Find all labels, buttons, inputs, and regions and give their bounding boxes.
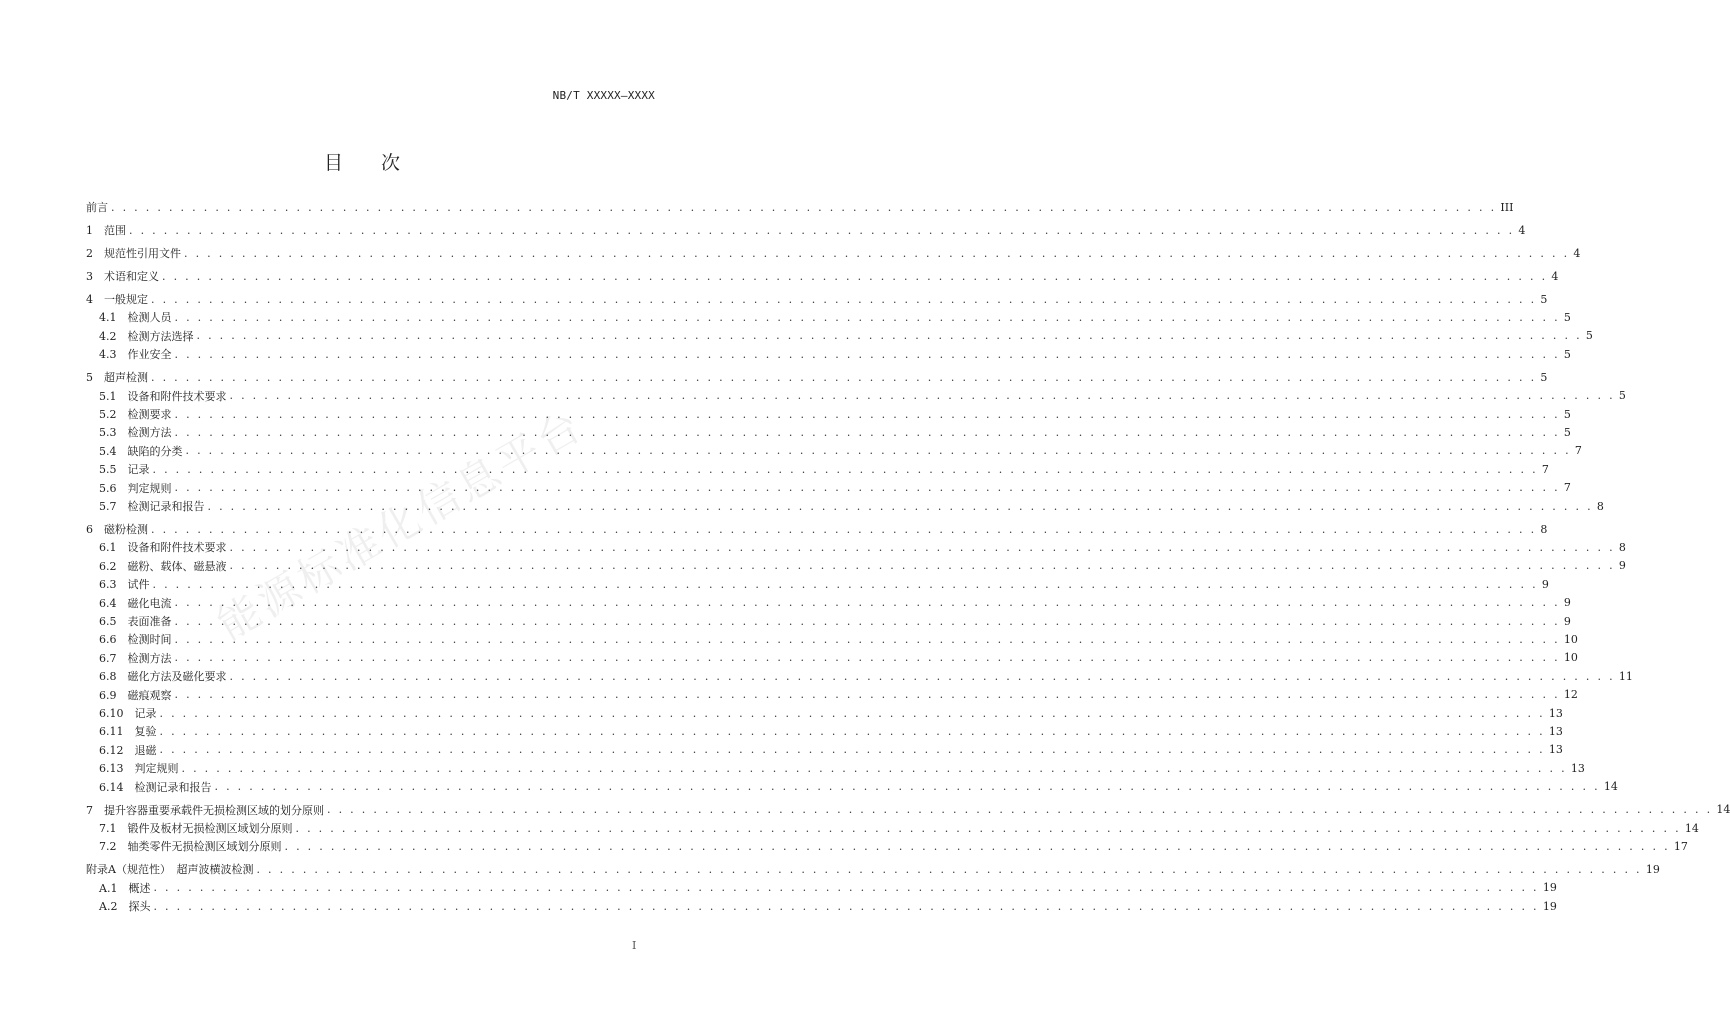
toc-entry-label: 2 规范性引用文件 <box>86 247 181 260</box>
toc-dot-leader: . . . . . . . . . . . . . . . . . . . . . . . . . . . . . . . . . . . . . . . . . . . . . . . . . . . . . . . . . . . . . . . . . . . . . . . . . . . . . . . . . . . . . . . . . . . . . . . . . . . . . . . . . . . . . . . . . . . . . . . . <box>184 246 1570 260</box>
toc-entry[interactable] <box>99 704 1563 722</box>
toc-dot-leader: . . . . . . . . . . . . . . . . . . . . . . . . . . . . . . . . . . . . . . . . . . . . . . . . . . . . . . . . . . . . . . . . . . . . . . . . . . . . . . . . . . . . . . . . . . . . . . . . . . . . . . . . . . . . . . . . . . . . . . . . <box>151 522 1537 536</box>
toc-dot-leader: . . . . . . . . . . . . . . . . . . . . . . . . . . . . . . . . . . . . . . . . . . . . . . . . . . . . . . . . . . . . . . . . . . . . . . . . . . . . . . . . . . . . . . . . . . . . . . . . . . . . . . . . . . . . . . . . . . . . . . . . <box>159 706 1545 720</box>
toc-entry-label: 5.6 判定规则 <box>99 481 172 495</box>
toc-entry-label: 6.13 判定规则 <box>99 762 179 776</box>
toc-dot-leader: . . . . . . . . . . . . . . . . . . . . . . . . . . . . . . . . . . . . . . . . . . . . . . . . . . . . . . . . . . . . . . . . . . . . . . . . . . . . . . . . . . . . . . . . . . . . . . . . . . . . . . . . . . . . . . . . . . . . . . . . <box>174 310 1560 324</box>
page-title <box>0 148 724 175</box>
toc-entry-page: 5 <box>1540 370 1548 384</box>
watermark: 能源标准化信息平台 <box>209 399 593 650</box>
toc-entry[interactable] <box>99 819 1699 837</box>
toc-dot-leader: . . . . . . . . . . . . . . . . . . . . . . . . . . . . . . . . . . . . . . . . . . . . . . . . . . . . . . . . . . . . . . . . . . . . . . . . . . . . . . . . . . . . . . . . . . . . . . . . . . . . . . . . . . . . . . . . . . . . . . . . <box>181 761 1567 775</box>
toc-entry-page: 14 <box>1684 821 1699 835</box>
toc-entry-label: 5.3 检测方法 <box>99 426 172 440</box>
toc-entry-label: 7 提升容器重要承载件无损检测区域的划分原则 <box>86 803 324 817</box>
toc-entry[interactable] <box>99 308 1571 326</box>
toc-entry[interactable] <box>99 897 1557 915</box>
toc-entry-page: 7 <box>1541 462 1549 476</box>
toc-entry[interactable] <box>86 368 1548 386</box>
toc-dot-leader: . . . . . . . . . . . . . . . . . . . . . . . . . . . . . . . . . . . . . . . . . . . . . . . . . . . . . . . . . . . . . . . . . . . . . . . . . . . . . . . . . . . . . . . . . . . . . . . . . . . . . . . . . . . . . . . . . . . . . . . . <box>229 540 1615 554</box>
toc-entry-page: 13 <box>1548 706 1563 720</box>
toc-dot-leader: . . . . . . . . . . . . . . . . . . . . . . . . . . . . . . . . . . . . . . . . . . . . . . . . . . . . . . . . . . . . . . . . . . . . . . . . . . . . . . . . . . . . . . . . . . . . . . . . . . . . . . . . . . . . . . . . . . . . . . . . <box>174 425 1560 439</box>
toc-entry[interactable] <box>99 497 1604 515</box>
toc-dot-leader: . . . . . . . . . . . . . . . . . . . . . . . . . . . . . . . . . . . . . . . . . . . . . . . . . . . . . . . . . . . . . . . . . . . . . . . . . . . . . . . . . . . . . . . . . . . . . . . . . . . . . . . . . . . . . . . . . . . . . . . . <box>284 839 1670 853</box>
toc-entry[interactable] <box>99 649 1578 667</box>
toc-entry-label: 6.14 检测记录和报告 <box>99 780 212 794</box>
toc-dot-leader: . . . . . . . . . . . . . . . . . . . . . . . . . . . . . . . . . . . . . . . . . . . . . . . . . . . . . . . . . . . . . . . . . . . . . . . . . . . . . . . . . . . . . . . . . . . . . . . . . . . . . . . . . . . . . . . . . . . . . . . . <box>153 881 1539 895</box>
title-char-1: 目 <box>323 152 343 174</box>
toc-entry-label: 6.10 记录 <box>99 707 157 720</box>
toc-entry-page: 5 <box>1563 407 1571 421</box>
document-code: NB/T XXXXX—XXXX <box>552 89 655 102</box>
toc-entry-page: III <box>1500 200 1514 214</box>
toc-entry[interactable] <box>99 594 1571 612</box>
toc-dot-leader: . . . . . . . . . . . . . . . . . . . . . . . . . . . . . . . . . . . . . . . . . . . . . . . . . . . . . . . . . . . . . . . . . . . . . . . . . . . . . . . . . . . . . . . . . . . . . . . . . . . . . . . . . . . . . . . . . . . . . . . . <box>129 223 1515 237</box>
toc-dot-leader: . . . . . . . . . . . . . . . . . . . . . . . . . . . . . . . . . . . . . . . . . . . . . . . . . . . . . . . . . . . . . . . . . . . . . . . . . . . . . . . . . . . . . . . . . . . . . . . . . . . . . . . . . . . . . . . . . . . . . . . . <box>327 803 1713 817</box>
toc-dot-leader: . . . . . . . . . . . . . . . . . . . . . . . . . . . . . . . . . . . . . . . . . . . . . . . . . . . . . . . . . . . . . . . . . . . . . . . . . . . . . . . . . . . . . . . . . . . . . . . . . . . . . . . . . . . . . . . . . . . . . . . . <box>174 688 1560 702</box>
toc-entry-page: 7 <box>1563 481 1571 495</box>
toc-entry[interactable] <box>86 290 1548 308</box>
toc-entry[interactable] <box>99 879 1557 897</box>
toc-entry[interactable] <box>99 630 1578 648</box>
toc-entry[interactable] <box>99 442 1582 460</box>
toc-entry-label: 1 范围 <box>86 224 126 237</box>
toc-entry-page: 12 <box>1563 688 1578 702</box>
toc-entry-page: 8 <box>1540 522 1548 536</box>
toc-entry[interactable] <box>86 221 1526 239</box>
toc-entry-page: 10 <box>1563 651 1578 665</box>
toc-entry-page: 13 <box>1548 724 1563 738</box>
toc-entry-label: 6.4 磁化电流 <box>99 596 172 610</box>
toc-entry-page: 8 <box>1618 540 1626 554</box>
toc-entry-page: 8 <box>1596 499 1604 513</box>
toc-dot-leader: . . . . . . . . . . . . . . . . . . . . . . . . . . . . . . . . . . . . . . . . . . . . . . . . . . . . . . . . . . . . . . . . . . . . . . . . . . . . . . . . . . . . . . . . . . . . . . . . . . . . . . . . . . . . . . . . . . . . . . . . <box>152 462 1538 476</box>
toc-entry[interactable] <box>99 667 1633 685</box>
toc-dot-leader: . . . . . . . . . . . . . . . . . . . . . . . . . . . . . . . . . . . . . . . . . . . . . . . . . . . . . . . . . . . . . . . . . . . . . . . . . . . . . . . . . . . . . . . . . . . . . . . . . . . . . . . . . . . . . . . . . . . . . . . . <box>295 821 1681 835</box>
toc-dot-leader: . . . . . . . . . . . . . . . . . . . . . . . . . . . . . . . . . . . . . . . . . . . . . . . . . . . . . . . . . . . . . . . . . . . . . . . . . . . . . . . . . . . . . . . . . . . . . . . . . . . . . . . . . . . . . . . . . . . . . . . . <box>207 499 1593 513</box>
toc-dot-leader: . . . . . . . . . . . . . . . . . . . . . . . . . . . . . . . . . . . . . . . . . . . . . . . . . . . . . . . . . . . . . . . . . . . . . . . . . . . . . . . . . . . . . . . . . . . . . . . . . . . . . . . . . . . . . . . . . . . . . . . . <box>111 200 1497 214</box>
title-char-2: 次 <box>381 152 401 174</box>
toc-entry-label: 前言 <box>86 201 108 214</box>
toc-entry-label: 5.5 记录 <box>99 463 150 477</box>
toc-entry[interactable] <box>86 198 1514 216</box>
toc-entry-label: 6.7 检测方法 <box>99 651 172 665</box>
page-number: I <box>632 939 637 952</box>
toc-entry-label: 5.1 设备和附件技术要求 <box>99 389 227 403</box>
toc-entry-page: 9 <box>1541 577 1549 591</box>
toc-dot-leader: . . . . . . . . . . . . . . . . . . . . . . . . . . . . . . . . . . . . . . . . . . . . . . . . . . . . . . . . . . . . . . . . . . . . . . . . . . . . . . . . . . . . . . . . . . . . . . . . . . . . . . . . . . . . . . . . . . . . . . . . <box>196 329 1582 343</box>
toc-entry-page: 9 <box>1563 596 1571 610</box>
toc-entry-label: A.2 探头 <box>99 900 151 914</box>
toc-entry[interactable] <box>99 557 1626 575</box>
toc-entry-label: 4.2 检测方法选择 <box>99 329 194 343</box>
toc-entry-page: 5 <box>1563 347 1571 361</box>
toc-dot-leader: . . . . . . . . . . . . . . . . . . . . . . . . . . . . . . . . . . . . . . . . . . . . . . . . . . . . . . . . . . . . . . . . . . . . . . . . . . . . . . . . . . . . . . . . . . . . . . . . . . . . . . . . . . . . . . . . . . . . . . . . <box>174 596 1560 610</box>
toc-dot-leader: . . . . . . . . . . . . . . . . . . . . . . . . . . . . . . . . . . . . . . . . . . . . . . . . . . . . . . . . . . . . . . . . . . . . . . . . . . . . . . . . . . . . . . . . . . . . . . . . . . . . . . . . . . . . . . . . . . . . . . . . <box>174 481 1560 495</box>
toc-entry-label: 6.9 磁痕观察 <box>99 688 172 702</box>
toc-entry-page: 19 <box>1542 881 1557 895</box>
toc-entry-page: 9 <box>1618 559 1626 573</box>
toc-entry-label: 6.8 磁化方法及磁化要求 <box>99 670 227 684</box>
toc-entry[interactable] <box>99 759 1585 777</box>
toc-dot-leader: . . . . . . . . . . . . . . . . . . . . . . . . . . . . . . . . . . . . . . . . . . . . . . . . . . . . . . . . . . . . . . . . . . . . . . . . . . . . . . . . . . . . . . . . . . . . . . . . . . . . . . . . . . . . . . . . . . . . . . . . <box>229 389 1615 403</box>
toc-entry-label: 4 一般规定 <box>86 293 148 306</box>
toc-entry[interactable] <box>99 538 1626 556</box>
toc-entry-label: 附录A（规范性） 超声波横波检测 <box>86 863 254 877</box>
toc-entry-page: 5 <box>1563 425 1571 439</box>
toc-entry-page: 4 <box>1518 223 1526 237</box>
toc-dot-leader: . . . . . . . . . . . . . . . . . . . . . . . . . . . . . . . . . . . . . . . . . . . . . . . . . . . . . . . . . . . . . . . . . . . . . . . . . . . . . . . . . . . . . . . . . . . . . . . . . . . . . . . . . . . . . . . . . . . . . . . . <box>174 632 1560 646</box>
toc-entry[interactable] <box>99 479 1571 497</box>
toc-dot-leader: . . . . . . . . . . . . . . . . . . . . . . . . . . . . . . . . . . . . . . . . . . . . . . . . . . . . . . . . . . . . . . . . . . . . . . . . . . . . . . . . . . . . . . . . . . . . . . . . . . . . . . . . . . . . . . . . . . . . . . . . <box>159 743 1545 757</box>
toc-entry[interactable] <box>99 387 1626 405</box>
toc-entry-page: 9 <box>1563 614 1571 628</box>
toc-entry-label: 5.7 检测记录和报告 <box>99 500 205 513</box>
toc-entry-label: 7.1 锻件及板材无损检测区域划分原则 <box>99 822 293 835</box>
toc-entry-page: 19 <box>1542 899 1557 913</box>
toc-dot-leader: . . . . . . . . . . . . . . . . . . . . . . . . . . . . . . . . . . . . . . . . . . . . . . . . . . . . . . . . . . . . . . . . . . . . . . . . . . . . . . . . . . . . . . . . . . . . . . . . . . . . . . . . . . . . . . . . . . . . . . . . <box>153 899 1539 913</box>
toc-entry-label: 6.6 检测时间 <box>99 633 172 647</box>
toc-entry[interactable] <box>99 345 1571 363</box>
toc-entry-page: 4 <box>1551 269 1559 283</box>
toc-entry-label: 5.2 检测要求 <box>99 408 172 421</box>
toc-entry[interactable] <box>86 244 1581 262</box>
toc-dot-leader: . . . . . . . . . . . . . . . . . . . . . . . . . . . . . . . . . . . . . . . . . . . . . . . . . . . . . . . . . . . . . . . . . . . . . . . . . . . . . . . . . . . . . . . . . . . . . . . . . . . . . . . . . . . . . . . . . . . . . . . . <box>159 724 1545 738</box>
toc-dot-leader: . . . . . . . . . . . . . . . . . . . . . . . . . . . . . . . . . . . . . . . . . . . . . . . . . . . . . . . . . . . . . . . . . . . . . . . . . . . . . . . . . . . . . . . . . . . . . . . . . . . . . . . . . . . . . . . . . . . . . . . . <box>174 614 1560 628</box>
toc-dot-leader: . . . . . . . . . . . . . . . . . . . . . . . . . . . . . . . . . . . . . . . . . . . . . . . . . . . . . . . . . . . . . . . . . . . . . . . . . . . . . . . . . . . . . . . . . . . . . . . . . . . . . . . . . . . . . . . . . . . . . . . . <box>256 862 1642 876</box>
toc-dot-leader: . . . . . . . . . . . . . . . . . . . . . . . . . . . . . . . . . . . . . . . . . . . . . . . . . . . . . . . . . . . . . . . . . . . . . . . . . . . . . . . . . . . . . . . . . . . . . . . . . . . . . . . . . . . . . . . . . . . . . . . . <box>185 444 1571 458</box>
toc-entry-label: 3 术语和定义 <box>86 270 159 283</box>
toc-entry[interactable] <box>86 267 1559 285</box>
toc-dot-leader: . . . . . . . . . . . . . . . . . . . . . . . . . . . . . . . . . . . . . . . . . . . . . . . . . . . . . . . . . . . . . . . . . . . . . . . . . . . . . . . . . . . . . . . . . . . . . . . . . . . . . . . . . . . . . . . . . . . . . . . . <box>162 269 1548 283</box>
toc-entry-label: 7.2 轴类零件无损检测区域划分原则 <box>99 840 282 854</box>
toc-entry-page: 4 <box>1573 246 1581 260</box>
toc-entry-page: 7 <box>1574 444 1582 458</box>
toc-entry[interactable] <box>99 460 1549 478</box>
toc-entry[interactable] <box>99 837 1688 855</box>
toc-entry[interactable] <box>99 741 1563 759</box>
toc-entry-label: 5.4 缺陷的分类 <box>99 444 183 458</box>
toc-entry-label: 6.11 复验 <box>99 725 157 739</box>
toc-entry[interactable] <box>99 722 1563 740</box>
toc-entry-page: 5 <box>1540 292 1548 306</box>
toc-dot-leader: . . . . . . . . . . . . . . . . . . . . . . . . . . . . . . . . . . . . . . . . . . . . . . . . . . . . . . . . . . . . . . . . . . . . . . . . . . . . . . . . . . . . . . . . . . . . . . . . . . . . . . . . . . . . . . . . . . . . . . . . <box>229 559 1615 573</box>
toc-entry[interactable] <box>99 327 1593 345</box>
toc-dot-leader: . . . . . . . . . . . . . . . . . . . . . . . . . . . . . . . . . . . . . . . . . . . . . . . . . . . . . . . . . . . . . . . . . . . . . . . . . . . . . . . . . . . . . . . . . . . . . . . . . . . . . . . . . . . . . . . . . . . . . . . . <box>174 407 1560 421</box>
toc-entry-label: 4.1 检测人员 <box>99 311 172 325</box>
toc-entry-label: 4.3 作业安全 <box>99 348 172 362</box>
toc-entry-page: 13 <box>1570 761 1585 775</box>
toc-entry-page: 14 <box>1603 780 1618 794</box>
toc-entry[interactable] <box>86 860 1660 878</box>
toc-entry[interactable] <box>99 612 1571 630</box>
toc-entry-page: 13 <box>1548 743 1563 757</box>
toc-entry-page: 10 <box>1563 632 1578 646</box>
toc-entry-page: 5 <box>1618 389 1626 403</box>
toc-entry-page: 17 <box>1673 839 1688 853</box>
toc-entry-label: 6.5 表面准备 <box>99 615 172 628</box>
toc-entry[interactable] <box>99 686 1578 704</box>
toc-entry-label: 6.3 试件 <box>99 578 150 592</box>
toc-entry-page: 5 <box>1563 310 1571 324</box>
toc-dot-leader: . . . . . . . . . . . . . . . . . . . . . . . . . . . . . . . . . . . . . . . . . . . . . . . . . . . . . . . . . . . . . . . . . . . . . . . . . . . . . . . . . . . . . . . . . . . . . . . . . . . . . . . . . . . . . . . . . . . . . . . . <box>174 651 1560 665</box>
toc-entry[interactable] <box>86 801 1730 819</box>
toc-entry-label: 6 磁粉检测 <box>86 523 148 536</box>
toc-entry-page: 11 <box>1618 669 1633 683</box>
toc-entry-label: 6.2 磁粉、载体、磁悬液 <box>99 559 227 573</box>
toc-entry[interactable] <box>99 575 1549 593</box>
toc-entry-label: A.1 概述 <box>99 881 151 895</box>
toc-dot-leader: . . . . . . . . . . . . . . . . . . . . . . . . . . . . . . . . . . . . . . . . . . . . . . . . . . . . . . . . . . . . . . . . . . . . . . . . . . . . . . . . . . . . . . . . . . . . . . . . . . . . . . . . . . . . . . . . . . . . . . . . <box>214 780 1600 794</box>
toc-dot-leader: . . . . . . . . . . . . . . . . . . . . . . . . . . . . . . . . . . . . . . . . . . . . . . . . . . . . . . . . . . . . . . . . . . . . . . . . . . . . . . . . . . . . . . . . . . . . . . . . . . . . . . . . . . . . . . . . . . . . . . . . <box>151 292 1537 306</box>
toc-entry-page: 14 <box>1716 803 1730 817</box>
toc-entry[interactable] <box>99 423 1571 441</box>
toc-entry[interactable] <box>86 520 1548 538</box>
toc-dot-leader: . . . . . . . . . . . . . . . . . . . . . . . . . . . . . . . . . . . . . . . . . . . . . . . . . . . . . . . . . . . . . . . . . . . . . . . . . . . . . . . . . . . . . . . . . . . . . . . . . . . . . . . . . . . . . . . . . . . . . . . . <box>174 347 1560 361</box>
toc-entry[interactable] <box>99 405 1571 423</box>
toc-entry-label: 6.1 设备和附件技术要求 <box>99 541 227 555</box>
toc-entry-page: 5 <box>1585 329 1593 343</box>
toc-entry-label: 5 超声检测 <box>86 371 148 385</box>
toc-dot-leader: . . . . . . . . . . . . . . . . . . . . . . . . . . . . . . . . . . . . . . . . . . . . . . . . . . . . . . . . . . . . . . . . . . . . . . . . . . . . . . . . . . . . . . . . . . . . . . . . . . . . . . . . . . . . . . . . . . . . . . . . <box>229 669 1615 683</box>
toc-entry-page: 19 <box>1645 862 1660 876</box>
toc-entry-label: 6.12 退磁 <box>99 743 157 757</box>
toc-entry[interactable] <box>99 778 1618 796</box>
toc-dot-leader: . . . . . . . . . . . . . . . . . . . . . . . . . . . . . . . . . . . . . . . . . . . . . . . . . . . . . . . . . . . . . . . . . . . . . . . . . . . . . . . . . . . . . . . . . . . . . . . . . . . . . . . . . . . . . . . . . . . . . . . . <box>152 577 1538 591</box>
toc-dot-leader: . . . . . . . . . . . . . . . . . . . . . . . . . . . . . . . . . . . . . . . . . . . . . . . . . . . . . . . . . . . . . . . . . . . . . . . . . . . . . . . . . . . . . . . . . . . . . . . . . . . . . . . . . . . . . . . . . . . . . . . . <box>151 370 1537 384</box>
